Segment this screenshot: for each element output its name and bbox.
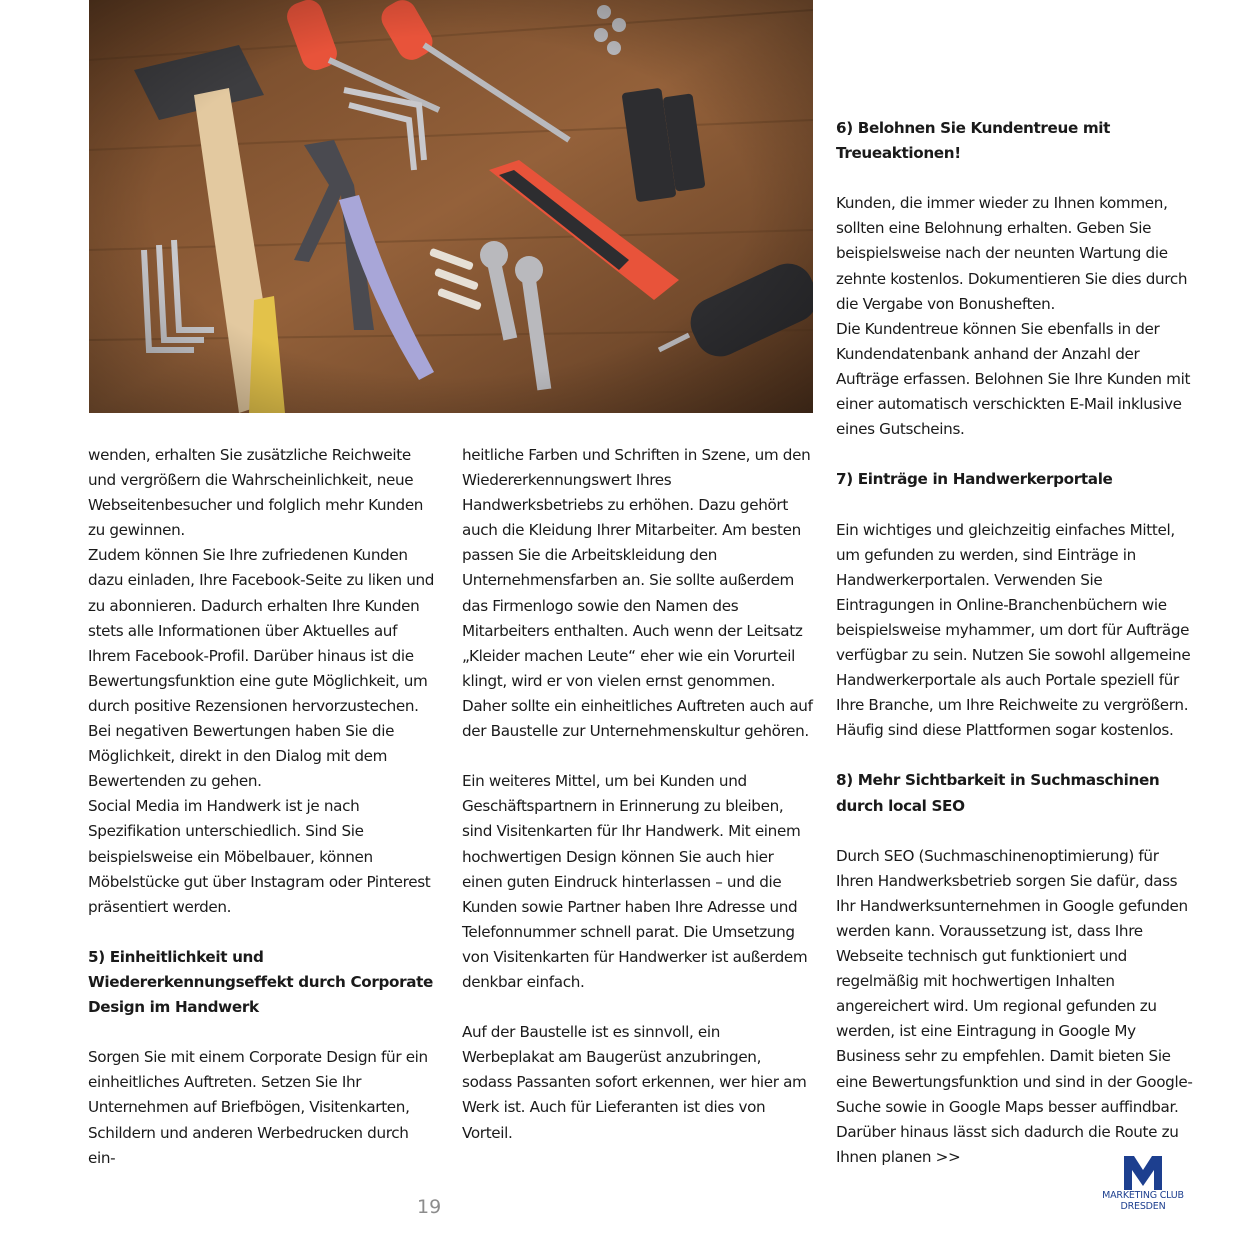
paragraph: heitliche Farben und Schriften in Szene, um den Wiedererkennungswert Ihres Handwerksbetriebs zu erhöhen. Dazu gehört auch die Kleidung Ihrer Mitarbeiter. Am besten passen Sie die Arbeitskleidung den Unternehmensfarben an. Sie sollte außerdem das Firmenlogo sowie den Namen des Mitarbeiters enthalten. Auch wenn der Leitsatz „Kleider machen Leute“ eher wie ein Vorurteil klingt, wird er von vielen ernst genommen. Daher sollte ein einheitliches Auftreten auch auf der Baustelle zur Unternehmenskultur gehören. [462,446,813,741]
marketing-club-logo [1096,1156,1190,1212]
paragraph: Ein wichtiges und gleichzeitig einfaches Mittel, um gefunden zu werden, sind Einträge in Handwerkerportalen. Verwenden Sie Eintragungen in Online-Branchenbüchern wie beispielsweise myhammer, um dort für Aufträge verfügbar zu sein. Nutzen Sie sowohl allgemeine Handwerkerportale als auch Portale speziell für Ihre Branche, um Ihre Reichweite zu vergrößern. Häufig sind diese Plattformen sogar kostenlos. [836,520,1191,740]
paragraph: Social Media im Handwerk ist je nach Spezifikation unterschiedlich. Sind Sie beispielsweise ein Möbelbauer, können Möbelstücke gut über Instagram oder Pinterest präsentiert werden. [88,797,431,916]
text-column-2 [462,443,814,1146]
logo-text-line1: MARKETING CLUB [1102,1190,1184,1201]
logo-mark-icon [1124,1156,1162,1190]
section-heading-5: 5) Einheitlichkeit und Wiedererkennungseffekt durch Corporate Design im Handwerk [88,947,433,1017]
paragraph: Sorgen Sie mit einem Corporate Design für ein einheitliches Auftreten. Setzen Sie Ihr Unternehmen auf Briefbögen, Visitenkarten, Schildern und anderen Werbedrucken durch ein- [88,1048,428,1167]
section-heading-8: 8) Mehr Sichtbarkeit in Suchmaschinen durch local SEO [836,771,1160,815]
paragraph: Ein weiteres Mittel, um bei Kunden und Geschäftspartnern in Erinnerung zu bleiben, sind Visitenkarten für Ihr Handwerk. Mit einem hochwertigen Design können Sie auch hier einen guten Eindruck hinterlassen – und die Kunden sowie Partner haben Ihre Adresse und Telefonnummer schnell parat. Die Umsetzung von Visitenkarten für Handwerker ist außerdem denkbar einfach. [462,772,808,991]
paragraph: wenden, erhalten Sie zusätzliche Reichweite und vergrößern die Wahrscheinlichkeit, neue Webseitenbesucher und folglich mehr Kunden zu gewinnen. [88,446,424,540]
tools-illustration [89,0,813,413]
paragraph: Kunden, die immer wieder zu Ihnen kommen, sollten eine Belohnung erhalten. Geben Sie beispielsweise nach der neunten Wartung die zehnte kostenlos. Dokumentieren Sie dies durch die Vergabe von Bonusheften. [836,194,1188,313]
logo-text-line2: DRESDEN [1120,1201,1166,1212]
section-heading-7: 7) Einträge in Handwerkerportale [836,470,1113,489]
text-column-3 [836,116,1196,1170]
page-number: 19 [417,1196,442,1218]
paragraph: Auf der Baustelle ist es sinnvoll, ein Werbeplakat am Baugerüst anzubringen, sodass Passanten sofort erkennen, wer hier am Werk ist. Auch für Lieferanten ist dies von Vorteil. [462,1023,807,1142]
tools-photo [89,0,813,413]
text-column-1 [88,443,440,1171]
paragraph: Durch SEO (Suchmaschinenoptimierung) für Ihren Handwerksbetrieb sorgen Sie dafür, dass Ihr Handwerksunternehmen in Google gefunden werden kann. Voraussetzung ist, dass Ihre Webseite technisch gut funktioniert und regelmäßig mit hochwertigen Inhalten angereichert wird. Um regional gefunden zu werden, ist eine Eintragung in Google My Business sehr zu empfehlen. Damit bieten Sie eine Bewertungsfunktion und sind in der Google-Suche sowie in Google Maps besser auffindbar. Darüber hinaus lässt sich dadurch die Route zu Ihnen planen >> [836,846,1193,1166]
paragraph: Zudem können Sie Ihre zufriedenen Kunden dazu einladen, Ihre Facebook-Seite zu liken und zu abonnieren. Dadurch erhalten Ihre Kunden stets alle Informationen über Aktuelles auf Ihrem Facebook-Profil. Darüber hinaus ist die Bewertungsfunktion eine gute Möglichkeit, um durch positive Rezensionen hervorzustechen. Bei negativen Bewertungen haben Sie die Möglichkeit, direkt in den Dialog mit dem Bewertenden zu gehen. [88,546,435,791]
paragraph: Die Kundentreue können Sie ebenfalls in der Kundendatenbank anhand der Anzahl der Aufträge erfassen. Belohnen Sie Ihre Kunden mit einer automatisch verschickten E-Mail inklusive eines Gutscheins. [836,319,1191,439]
section-heading-6: 6) Belohnen Sie Kundentreue mit Treueaktionen! [836,119,1111,163]
